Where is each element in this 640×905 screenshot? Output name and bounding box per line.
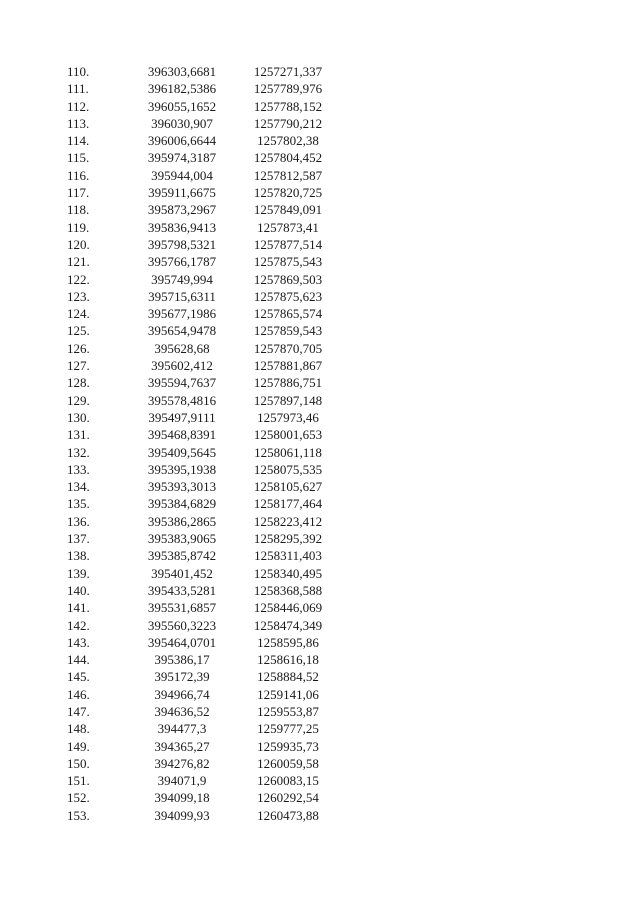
- x-coordinate: 395836,9413: [147, 219, 217, 235]
- row-number: 115.: [67, 150, 90, 166]
- x-coordinate: 394276,82: [154, 755, 210, 771]
- y-coordinate: 1258295,392: [253, 531, 323, 547]
- x-coordinate: 396182,5386: [147, 81, 217, 97]
- y-coordinate: 1258001,653: [253, 427, 323, 443]
- x-coordinate: 395393,3013: [147, 479, 217, 495]
- row-number: 149.: [67, 738, 90, 754]
- y-coordinate: 1257875,543: [253, 254, 323, 270]
- table-row: [0, 530, 640, 547]
- x-coordinate: 395386,2865: [147, 513, 217, 529]
- y-coordinate: 1257870,705: [253, 340, 323, 356]
- row-number: 121.: [67, 254, 90, 270]
- y-coordinate: 1257788,152: [253, 98, 323, 114]
- y-coordinate: 1257812,587: [253, 167, 323, 183]
- table-row: [0, 720, 640, 737]
- x-coordinate: 395798,5321: [147, 236, 217, 252]
- row-number: 118.: [67, 202, 90, 218]
- x-coordinate: 395384,6829: [147, 496, 217, 512]
- row-number: 112.: [67, 98, 90, 114]
- table-row: [0, 98, 640, 115]
- table-row: [0, 132, 640, 149]
- table-row: [0, 115, 640, 132]
- y-coordinate: 1260083,15: [257, 773, 319, 789]
- row-number: 114.: [67, 133, 90, 149]
- y-coordinate: 1258446,069: [253, 600, 323, 616]
- x-coordinate: 395974,3187: [147, 150, 217, 166]
- y-coordinate: 1259777,25: [257, 721, 319, 737]
- x-coordinate: 395464,0701: [147, 634, 217, 650]
- table-row: [0, 305, 640, 322]
- table-row: [0, 565, 640, 582]
- y-coordinate: 1257802,38: [257, 133, 319, 149]
- table-row: [0, 63, 640, 80]
- x-coordinate: 394099,18: [154, 790, 210, 806]
- row-number: 140.: [67, 582, 90, 598]
- y-coordinate: 1257271,337: [253, 64, 323, 79]
- table-row: [0, 686, 640, 703]
- x-coordinate: 394966,74: [154, 686, 210, 702]
- x-coordinate: 396030,907: [151, 115, 213, 131]
- table-row: [0, 167, 640, 184]
- row-number: 120.: [67, 236, 90, 252]
- y-coordinate: 1257859,543: [253, 323, 323, 339]
- y-coordinate: 1258340,495: [253, 565, 323, 581]
- row-number: 151.: [67, 773, 90, 789]
- x-coordinate: 395433,5281: [147, 582, 217, 598]
- y-coordinate: 1259141,06: [257, 686, 319, 702]
- y-coordinate: 1259935,73: [257, 738, 319, 754]
- row-number: 132.: [67, 444, 90, 460]
- table-row: [0, 426, 640, 443]
- table-row: [0, 599, 640, 616]
- x-coordinate: 394099,93: [154, 807, 210, 823]
- table-row: [0, 495, 640, 512]
- row-number: 129.: [67, 392, 90, 408]
- y-coordinate: 1257877,514: [253, 236, 323, 252]
- row-number: 146.: [67, 686, 90, 702]
- table-row: [0, 461, 640, 478]
- y-coordinate: 1257820,725: [253, 185, 323, 201]
- x-coordinate: 396006,6644: [147, 133, 217, 149]
- x-coordinate: 395911,6675: [148, 185, 216, 201]
- y-coordinate: 1260059,58: [257, 755, 319, 771]
- table-row: [0, 651, 640, 668]
- table-row: [0, 444, 640, 461]
- row-number: 125.: [67, 323, 90, 339]
- x-coordinate: 395172,39: [154, 669, 210, 685]
- x-coordinate: 394365,27: [154, 738, 210, 754]
- table-row: [0, 668, 640, 685]
- y-coordinate: 1258595,86: [257, 634, 319, 650]
- table-row: [0, 738, 640, 755]
- x-coordinate: 394636,52: [154, 703, 210, 719]
- table-row: [0, 789, 640, 806]
- row-number: 116.: [67, 167, 90, 183]
- x-coordinate: 395395,1938: [147, 461, 217, 477]
- y-coordinate: 1257865,574: [253, 306, 323, 322]
- y-coordinate: 1258075,535: [253, 461, 323, 477]
- row-number: 113.: [67, 115, 90, 131]
- row-number: 143.: [67, 634, 90, 650]
- row-number: 138.: [67, 548, 90, 564]
- row-number: 150.: [67, 755, 90, 771]
- x-coordinate: 395602,412: [151, 358, 213, 374]
- row-number: 142.: [67, 617, 90, 633]
- table-row: [0, 807, 640, 824]
- row-number: 128.: [67, 375, 90, 391]
- y-coordinate: 1257804,452: [253, 150, 323, 166]
- table-row: [0, 149, 640, 166]
- row-number: 134.: [67, 479, 90, 495]
- x-coordinate: 395628,68: [154, 340, 210, 356]
- table-row: [0, 201, 640, 218]
- table-row: [0, 271, 640, 288]
- row-number: 123.: [67, 288, 90, 304]
- table-row: [0, 219, 640, 236]
- x-coordinate: 395749,994: [151, 271, 213, 287]
- table-row: [0, 478, 640, 495]
- x-coordinate: 395578,4816: [147, 392, 217, 408]
- y-coordinate: 1259553,87: [257, 703, 319, 719]
- y-coordinate: 1257849,091: [253, 202, 323, 218]
- x-coordinate: 395677,1986: [147, 306, 217, 322]
- row-number: 131.: [67, 427, 90, 443]
- y-coordinate: 1258474,349: [253, 617, 323, 633]
- x-coordinate: 395383,9065: [147, 531, 217, 547]
- x-coordinate: 394477,3: [157, 721, 207, 737]
- row-number: 144.: [67, 652, 90, 668]
- coordinate-table: [0, 63, 640, 824]
- table-row: [0, 409, 640, 426]
- table-row: [0, 547, 640, 564]
- y-coordinate: 1257873,41: [257, 219, 319, 235]
- row-number: 153.: [67, 807, 90, 823]
- row-number: 124.: [67, 306, 90, 322]
- row-number: 133.: [67, 461, 90, 477]
- y-coordinate: 1257881,867: [253, 358, 323, 374]
- x-coordinate: 396303,6681: [147, 64, 217, 79]
- table-row: [0, 184, 640, 201]
- row-number: 135.: [67, 496, 90, 512]
- y-coordinate: 1258061,118: [254, 444, 322, 460]
- x-coordinate: 395766,1787: [147, 254, 217, 270]
- x-coordinate: 395594,7637: [147, 375, 217, 391]
- row-number: 126.: [67, 340, 90, 356]
- table-row: [0, 617, 640, 634]
- x-coordinate: 395944,004: [151, 167, 213, 183]
- x-coordinate: 395873,2967: [147, 202, 217, 218]
- y-coordinate: 1260473,88: [257, 807, 319, 823]
- table-row: [0, 755, 640, 772]
- table-row: [0, 236, 640, 253]
- x-coordinate: 395385,8742: [147, 548, 217, 564]
- y-coordinate: 1257886,751: [253, 375, 323, 391]
- row-number: 122.: [67, 271, 90, 287]
- row-number: 117.: [67, 185, 90, 201]
- y-coordinate: 1258105,627: [253, 479, 323, 495]
- row-number: 119.: [67, 219, 90, 235]
- y-coordinate: 1258311,403: [254, 548, 322, 564]
- table-row: [0, 634, 640, 651]
- x-coordinate: 395654,9478: [147, 323, 217, 339]
- x-coordinate: 395409,5645: [147, 444, 217, 460]
- y-coordinate: 1258884,52: [257, 669, 319, 685]
- x-coordinate: 395401,452: [151, 565, 213, 581]
- table-row: [0, 322, 640, 339]
- table-row: [0, 340, 640, 357]
- table-row: [0, 392, 640, 409]
- x-coordinate: 395560,3223: [147, 617, 217, 633]
- x-coordinate: 395386,17: [154, 652, 210, 668]
- x-coordinate: 395497,9111: [148, 409, 216, 425]
- table-row: [0, 288, 640, 305]
- table-row: [0, 582, 640, 599]
- y-coordinate: 1257790,212: [253, 115, 323, 131]
- row-number: 152.: [67, 790, 90, 806]
- x-coordinate: 395531,6857: [147, 600, 217, 616]
- y-coordinate: 1257897,148: [253, 392, 323, 408]
- table-row: [0, 703, 640, 720]
- row-number: 130.: [67, 409, 90, 425]
- row-number: 110.: [67, 64, 90, 79]
- x-coordinate: 394071,9: [157, 773, 207, 789]
- y-coordinate: 1257973,46: [257, 409, 319, 425]
- y-coordinate: 1257869,503: [253, 271, 323, 287]
- row-number: 145.: [67, 669, 90, 685]
- row-number: 127.: [67, 358, 90, 374]
- y-coordinate: 1258368,588: [253, 582, 323, 598]
- y-coordinate: 1258177,464: [253, 496, 323, 512]
- table-row: [0, 80, 640, 97]
- row-number: 139.: [67, 565, 90, 581]
- y-coordinate: 1260292,54: [257, 790, 319, 806]
- row-number: 148.: [67, 721, 90, 737]
- row-number: 136.: [67, 513, 90, 529]
- row-number: 147.: [67, 703, 90, 719]
- table-row: [0, 513, 640, 530]
- table-row: [0, 374, 640, 391]
- row-number: 137.: [67, 531, 90, 547]
- x-coordinate: 396055,1652: [147, 98, 217, 114]
- table-row: [0, 357, 640, 374]
- table-row: [0, 253, 640, 270]
- y-coordinate: 1258616,18: [257, 652, 319, 668]
- x-coordinate: 395715,6311: [148, 288, 216, 304]
- table-row: [0, 772, 640, 789]
- y-coordinate: 1257789,976: [253, 81, 323, 97]
- x-coordinate: 395468,8391: [147, 427, 217, 443]
- row-number: 111.: [67, 81, 89, 97]
- y-coordinate: 1258223,412: [253, 513, 323, 529]
- row-number: 141.: [67, 600, 90, 616]
- y-coordinate: 1257875,623: [253, 288, 323, 304]
